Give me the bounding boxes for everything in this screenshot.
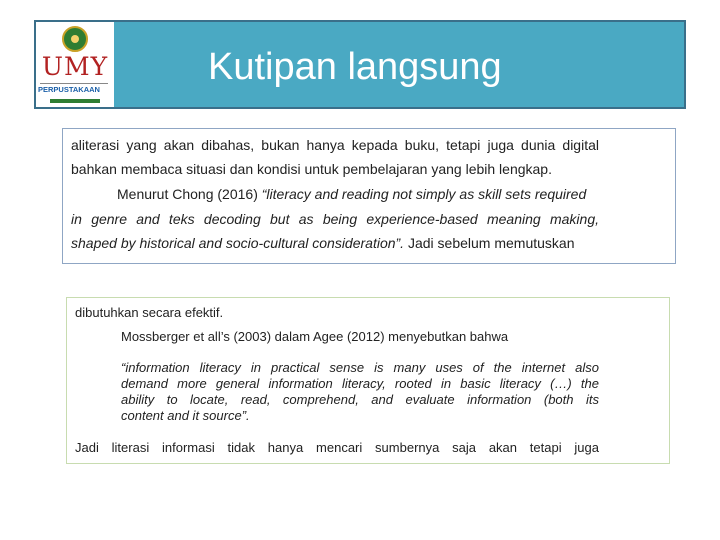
quote-text: “literacy and reading not simply as skill sets required: [261, 186, 587, 202]
logo-divider: [40, 83, 108, 84]
citation-text: Menurut Chong (2016): [117, 186, 262, 202]
excerpt-line: Jadi literasi informasi tidak hanya mencari sumbernya saja akan tetapi juga: [75, 440, 599, 455]
excerpt-line: bahkan membaca situasi dan kondisi untuk pembelajaran yang lebih lengkap.: [71, 161, 552, 177]
logo-subtitle: PERPUSTAKAAN: [38, 85, 100, 94]
excerpt-box-mossberger: [66, 297, 670, 464]
title-banner: [34, 20, 686, 109]
excerpt-line: dibutuhkan secara efektif.: [75, 305, 224, 320]
quote-line: “information literacy in practical sense is many uses of the internet also: [121, 360, 599, 375]
quote-line: content and it source”.: [121, 408, 250, 423]
quote-line: demand more general information literacy, rooted in basic literacy (…) the: [121, 376, 599, 391]
excerpt-line: aliterasi yang akan dibahas, bukan hanya kepada buku, tetapi juga dunia digital: [71, 137, 599, 153]
quote-line: ability to locate, read, comprehend, and evaluate information (both its: [121, 392, 599, 407]
logo-bar: [50, 99, 100, 103]
university-seal-icon: [62, 26, 88, 52]
quote-line: in genre and teks decoding but as being experience-based meaning making,: [71, 211, 599, 227]
umy-library-logo: [36, 22, 114, 107]
excerpt-box-chong: [62, 128, 676, 264]
excerpt-line: [71, 235, 575, 251]
excerpt-line: Mossberger et all’s (2003) dalam Agee (2012) menyebutkan bahwa: [121, 329, 509, 344]
quote-text: shaped by historical and socio-cultural consideration”.: [71, 235, 408, 251]
excerpt-text: Jadi sebelum memutuskan: [407, 235, 575, 251]
slide-title: Kutipan langsung: [208, 46, 502, 88]
logo-wordmark: UMY: [41, 52, 109, 81]
excerpt-line: [117, 186, 586, 202]
